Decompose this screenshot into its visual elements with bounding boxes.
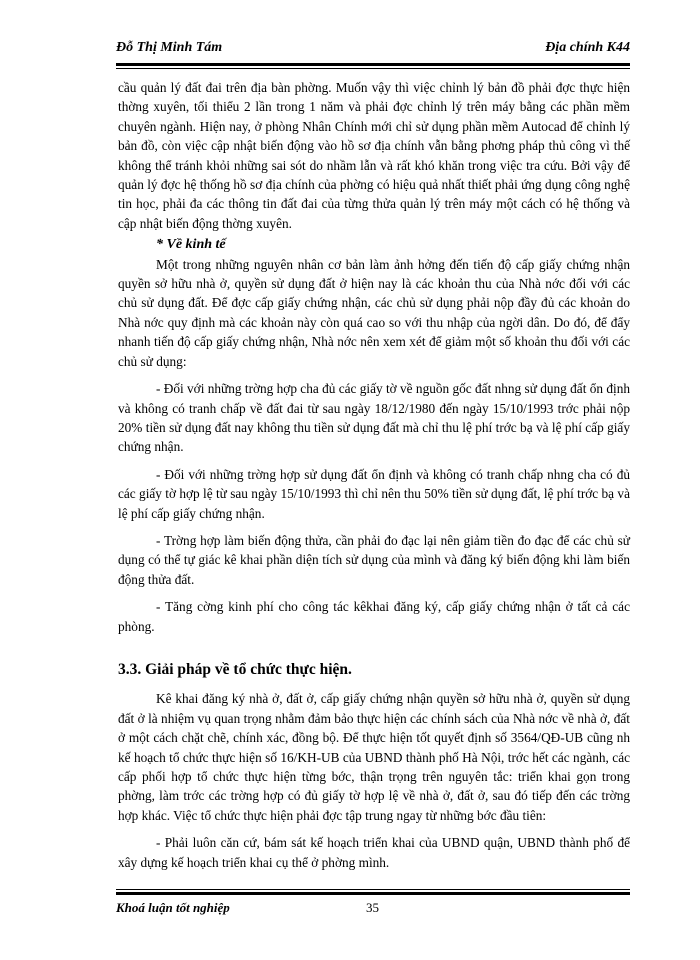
bullet-4: - Tăng cờng kinh phí cho công tác kêkhai đăng ký, cấp giấy chứng nhận ở tất cả các phòng. bbox=[118, 599, 630, 634]
subheading-economics: * Về kinh tế bbox=[156, 237, 226, 253]
header-course: Địa chính K44 bbox=[545, 40, 630, 55]
bullet-1: - Đối với những trờng hợp cha đủ các giấy tờ về nguồn gốc đất nhng sử dụng đất ổn định và không có tranh chấp về đất đai từ sau ngày 18/12/1980 đến ngày 15/10/1993 trớc phải nộp 20% tiền sử dụng đất nay không thu tiền sử dụng đất mà chỉ thu lệ phí trớc bạ và lệ phí cấp giấy chứng nhận. bbox=[118, 381, 630, 455]
footer-rule bbox=[116, 889, 630, 895]
paragraph-2: Một trong những nguyên nhân cơ bản làm ảnh hởng đến tiến độ cấp giấy chứng nhận quyền sở hữu nhà ở, quyền sử dụng đất ở hiện nay là các khoản thu của Nhà nớc đối với các chủ sử dụng đất. Để đợc cấp giấy chứng nhận, các chủ sử dụng phải nộp đầy đủ các khoản do Nhà nớc quy định mà các khoản này còn quá cao so với thu nhập của ngời dân. Do đó, để đẩy nhanh tiến độ cấp giấy chứng nhận, Nhà nớc nên xem xét để giảm một số khoản thu đối với các chủ sử dụng: bbox=[118, 256, 630, 369]
bullet-2: - Đối với những trờng hợp sử dụng đất ổn định và không có tranh chấp nhng cha có đủ các giấy tờ hợp lệ từ sau ngày 15/10/1993 thì chỉ nên thu 50% tiền sử dụng đất, lệ phí trớc bạ và lệ phí cấp giấy chứng nhận. bbox=[118, 466, 630, 521]
footer-title: Khoá luận tốt nghiệp bbox=[116, 900, 230, 915]
header-rule bbox=[116, 63, 630, 69]
bullet-3: - Trờng hợp làm biến động thửa, cần phải đo đạc lại nên giảm tiền đo đạc để các chủ sử dụng có thể tự giác kê khai phần diện tích sử dụng của mình và đăng ký biến động khi làm biến động thửa đất. bbox=[118, 532, 630, 587]
paragraph-1: cầu quản lý đất đai trên địa bàn phờng. Muốn vậy thì việc chỉnh lý bản đồ phải đợc thực hiện thờng xuyên, tối thiểu 2 lần trong 1 năm và phải đợc chỉnh lý trên máy bằng các phần mềm chuyên ngành. Hiện nay, ở phòng Nhân Chính mới chỉ sử dụng phần mềm Autocad để chỉnh lý bản đồ, còn việc cập nhật biến động vào hồ sơ địa chính vẫn bằng phơng pháp thủ công vì thế không thể tránh khỏi những sai sót do nhầm lẫn và rất khó khăn trong việc tra cứu. Bởi vậy để quản lý đợc hệ thống hồ sơ địa chính của phờng có hiệu quả nhất thiết phải ứng dụng công nghệ tin học, phải đa các thông tin đất đai của từng thửa quản lý trên máy một cách có hệ thống và cập nhật biến động thờng xuyên. bbox=[118, 80, 630, 231]
paragraph-3: Kê khai đăng ký nhà ở, đất ở, cấp giấy chứng nhận quyền sở hữu nhà ở, quyền sử dụng đất ở là nhiệm vụ quan trọng nhằm đảm bảo thực hiện các chính sách của Nhà nớc về nhà ở, đất ở một cách chặt chẽ, chính xác, đồng bộ. Để thực hiện tốt quyết định số 3564/QĐ-UB cũng nh kế hoạch tổ chức thực hiện số 16/KH-UB của UBND thành phố Hà Nội, trớc hết các ngành, các cấp phối hợp tổ chức thực hiện từng bớc, thận trọng trên nguyên tắc: triển khai gọn trong phờng, làm trớc các trờng hợp có đủ giấy tờ hợp lệ về nhà ở, đất ở, sau đó tiếp đến các trờng hợp khác. Việc tổ chức thực hiện phải đợc tập trung ngay từ những bớc đầu tiên: bbox=[118, 691, 630, 823]
page-header bbox=[116, 40, 630, 60]
page-number: 35 bbox=[366, 900, 379, 915]
section-heading: 3.3. Giải pháp về tổ chức thực hiện. bbox=[118, 660, 352, 678]
page-body bbox=[118, 78, 630, 872]
page-footer bbox=[116, 900, 630, 920]
bullet-5: - Phải luôn căn cứ, bám sát kế hoạch triển khai của UBND quận, UBND thành phố để xây dựng kế hoạch triển khai cụ thể ở phờng mình. bbox=[118, 835, 630, 870]
header-author: Đỗ Thị Minh Tám bbox=[116, 40, 223, 55]
